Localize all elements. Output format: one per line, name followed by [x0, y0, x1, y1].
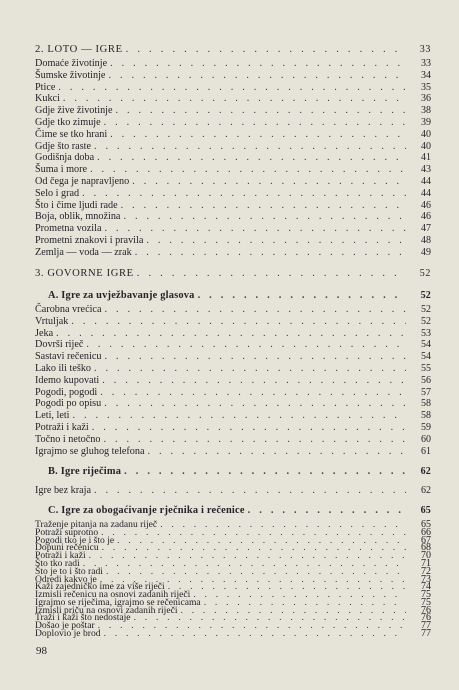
toc-page-number: 33: [419, 44, 431, 55]
dot-leader: [56, 328, 406, 339]
toc-entry-label: Što i čime ljudi rade: [35, 199, 118, 211]
toc-page-number: 44: [421, 187, 431, 199]
toc-entry-label: Pogodi, pogodi: [35, 386, 98, 398]
toc-entry: [0, 129, 459, 141]
dot-leader: [104, 398, 406, 409]
dot-leader: [110, 58, 406, 69]
toc-entry: [0, 339, 459, 351]
toc-section-heading: [0, 268, 459, 280]
toc-entry-label: Dopuni rečenicu: [35, 542, 99, 554]
toc-page-number: 43: [421, 164, 431, 176]
toc-entry-label: Prometna vozila: [35, 223, 102, 235]
toc-entry: [0, 117, 459, 129]
toc-entry: [0, 152, 459, 164]
toc-page-number: 60: [421, 433, 431, 445]
toc-entry-label: Potraži i kaži: [35, 422, 89, 433]
toc-entry-label: Gdje što raste: [35, 140, 92, 152]
toc-entry-label: Gdje žive životinje: [35, 105, 113, 117]
toc-entry-label: Pogodi tko je i što je: [35, 534, 115, 546]
toc-page-number: 46: [421, 211, 431, 223]
toc-page-number: 58: [421, 410, 431, 422]
toc-entry-label: Zemlja — voda — zrak: [35, 246, 132, 258]
toc-entry: [0, 105, 459, 117]
toc-entry: [0, 176, 459, 188]
toc-entry-label: Lako ili teško: [35, 363, 92, 374]
toc-entry-label: Ptice: [35, 81, 56, 93]
toc-page-number: 75: [421, 589, 431, 601]
toc-page-number: 74: [421, 581, 431, 593]
toc-page-number: 33: [421, 58, 431, 69]
toc-entry-label: Potraži suprotno: [35, 526, 99, 538]
dot-leader: [82, 188, 406, 199]
toc-entry-label: Kukci: [35, 93, 60, 105]
toc-page-number: 76: [421, 604, 431, 616]
dot-leader: [146, 235, 406, 246]
toc-page-number: 49: [421, 246, 431, 258]
dot-leader: [94, 141, 406, 152]
toc-entry-label: Igre bez kraja: [35, 485, 91, 496]
toc-page-number: 53: [421, 327, 431, 339]
toc-page-number: 54: [421, 339, 431, 351]
toc-page-number: 52: [421, 315, 431, 327]
toc-entry-label: Odredi kakvo je: [35, 573, 97, 585]
toc-entry-label: Šuma i more: [35, 164, 88, 176]
toc-page-number: 47: [421, 223, 431, 235]
dot-leader: [102, 375, 406, 386]
toc-entry: [0, 410, 459, 422]
toc-subsection-heading: [0, 466, 459, 478]
toc-section-title: 2. LOTO — IGRE: [35, 44, 123, 55]
toc-section-title: 3. GOVORNE IGRE: [35, 268, 134, 279]
toc-entry-label: Pogodi po opisu: [35, 398, 102, 410]
toc-entry-label: Izmisli rečenicu na osnovi zadanih riječi: [35, 589, 191, 601]
toc-entry: [0, 434, 459, 446]
toc-entry-label: Boja, oblik, množina: [35, 211, 121, 223]
toc-entry: [0, 398, 459, 410]
dot-leader: [92, 422, 406, 433]
toc-entry: [0, 247, 459, 259]
toc-page-number: 65: [421, 519, 431, 530]
dot-leader: [58, 82, 406, 93]
toc-entry: [0, 211, 459, 223]
toc-entry: [0, 235, 459, 247]
toc-entry-label: Izmisli priču na osnovi zadanih riječi: [35, 604, 178, 616]
page-number: 98: [36, 645, 47, 657]
dot-leader: [116, 105, 406, 116]
toc-entry: [0, 328, 459, 340]
dot-leader: [90, 164, 406, 175]
dot-leader: [86, 339, 406, 350]
dot-leader: [104, 351, 406, 362]
dot-leader: [97, 152, 406, 163]
dot-leader: [104, 223, 406, 234]
toc-page-number: 68: [421, 542, 431, 554]
toc-page-number: 61: [421, 445, 431, 457]
toc-entry: [0, 141, 459, 153]
toc-page-number: 71: [421, 557, 431, 569]
toc-entry-label: Što je to i što radi: [35, 565, 103, 577]
toc-entry-label: Točno i netočno: [35, 433, 101, 445]
toc-page-number: 58: [421, 398, 431, 410]
toc-entry: [0, 70, 459, 82]
toc-page-number: 57: [421, 386, 431, 398]
toc-page-number: 72: [421, 565, 431, 577]
toc-entry: [0, 422, 459, 434]
toc-entry-label: Što tko radi: [35, 557, 80, 569]
dot-leader: [71, 316, 406, 327]
toc-subsection-title: A. Igre za uvježbavanje glasova: [48, 290, 195, 301]
toc-entry-label: Prometni znakovi i pravila: [35, 235, 144, 246]
dot-leader: [104, 628, 406, 639]
toc-page-number: 36: [421, 93, 431, 105]
toc-entry-label: Čarobna vrećica: [35, 304, 102, 315]
toc-entry-label: Dovrši riječ: [35, 339, 84, 351]
dot-leader: [126, 44, 406, 55]
dot-leader: [63, 93, 406, 104]
toc-page-number: 56: [421, 374, 431, 386]
toc-subsection-heading: [0, 290, 459, 302]
toc-page-number: 62: [421, 485, 431, 496]
toc-entry: [0, 316, 459, 328]
dot-leader: [73, 410, 406, 421]
toc-page-number: 48: [421, 235, 431, 246]
toc-entry-label: Potraži i kaži: [35, 550, 86, 562]
toc-entry: [0, 200, 459, 212]
toc-page-number: 70: [421, 550, 431, 562]
toc-page-number: 77: [421, 620, 431, 632]
dot-leader: [147, 446, 406, 457]
toc-subsection-heading: [0, 505, 459, 517]
toc-entry-label: Gdje tko zimuje: [35, 117, 101, 128]
toc-entry-label: Došao je poštar: [35, 620, 95, 632]
toc-entry: [0, 188, 459, 200]
toc-entry: [0, 58, 459, 70]
toc-page-number: 54: [421, 351, 431, 363]
toc-entry-label: Leti, leti: [35, 410, 70, 422]
toc-entry: [0, 93, 459, 105]
toc-entry-label: Čime se tko hrani: [35, 128, 108, 140]
toc-page-number: 52: [419, 268, 431, 279]
toc-entry-label: Igrajmo se gluhog telefona: [35, 445, 145, 457]
dot-leader: [124, 466, 406, 477]
toc-entry-label: Jeka: [35, 327, 54, 339]
toc-entry: [0, 164, 459, 176]
toc-page-number: 66: [421, 526, 431, 538]
dot-leader: [104, 434, 407, 445]
dot-leader: [104, 117, 406, 128]
toc-section-heading: [0, 44, 459, 56]
toc-entry: [0, 628, 459, 639]
toc-entry: [0, 387, 459, 399]
toc-page-number: 65: [420, 505, 431, 516]
toc-entry-label: Kaži zajedničko ime za više riječi: [35, 581, 165, 593]
toc-subsection-title: B. Igre riječima: [48, 466, 122, 477]
dot-leader: [132, 176, 406, 187]
toc-entry: [0, 363, 459, 375]
toc-entry-label: Od čega je napravljeno: [35, 176, 130, 187]
toc-page-number: 52: [420, 290, 431, 301]
dot-leader: [248, 505, 406, 516]
toc-page-number: 73: [421, 573, 431, 585]
dot-leader: [94, 363, 406, 374]
toc-entry: [0, 351, 459, 363]
toc-page-number: 39: [421, 117, 431, 128]
dot-leader: [198, 290, 406, 301]
toc-entry-label: Doplovio je brod: [35, 628, 101, 639]
toc-page-number: 40: [421, 128, 431, 140]
toc-page-number: 67: [421, 534, 431, 546]
dot-leader: [108, 70, 406, 81]
toc-subsection-title: C. Igre za obogaćivanje rječnika i rečenice: [48, 505, 245, 516]
toc-page-number: 75: [421, 596, 431, 608]
toc-entry-label: Traženje pitanja na zadanu riječ: [35, 519, 158, 530]
toc-entry-label: Vrtuljak: [35, 315, 69, 327]
toc-entry: [0, 485, 459, 497]
toc-page-number: 52: [421, 304, 431, 315]
toc-page-number: 77: [421, 628, 431, 639]
dot-leader: [137, 268, 406, 279]
toc-page-number: 38: [421, 105, 431, 117]
toc-page-number: 41: [421, 152, 431, 164]
toc-entry-label: Sastavi rečenicu: [35, 351, 102, 363]
toc-page-number: 34: [421, 69, 431, 81]
toc-entry: [0, 304, 459, 316]
toc-entry-label: Domaće životinje: [35, 58, 108, 69]
toc-entry-label: Idemo kupovati: [35, 374, 100, 386]
toc-page-number: 55: [421, 363, 431, 374]
toc-entry: [0, 446, 459, 458]
toc-entry: [0, 82, 459, 94]
toc-entry-label: Igrajmo se riječima, igrajmo se rečenicama: [35, 596, 201, 608]
toc-entry-label: Godišnja doba: [35, 152, 95, 164]
toc-entry-label: Selo i grad: [35, 187, 80, 199]
toc-page-number: 40: [421, 140, 431, 152]
toc-page-number: 46: [421, 199, 431, 211]
dot-leader: [110, 129, 406, 140]
toc-page-number: 35: [421, 81, 431, 93]
dot-leader: [94, 485, 406, 496]
dot-leader: [104, 304, 406, 315]
toc-page-number: 44: [421, 176, 431, 187]
toc-entry-label: Šumske životinje: [35, 69, 106, 81]
toc-page-number: 59: [421, 422, 431, 433]
toc-entry: [0, 223, 459, 235]
toc-page-number: 76: [421, 612, 431, 624]
dot-leader: [135, 247, 406, 258]
dot-leader: [123, 211, 406, 222]
toc-entry-label: Traži i kaži što nedostaje: [35, 612, 131, 624]
toc-entry: [0, 375, 459, 387]
dot-leader: [100, 387, 406, 398]
toc-page-number: 62: [420, 466, 431, 477]
dot-leader: [121, 200, 406, 211]
